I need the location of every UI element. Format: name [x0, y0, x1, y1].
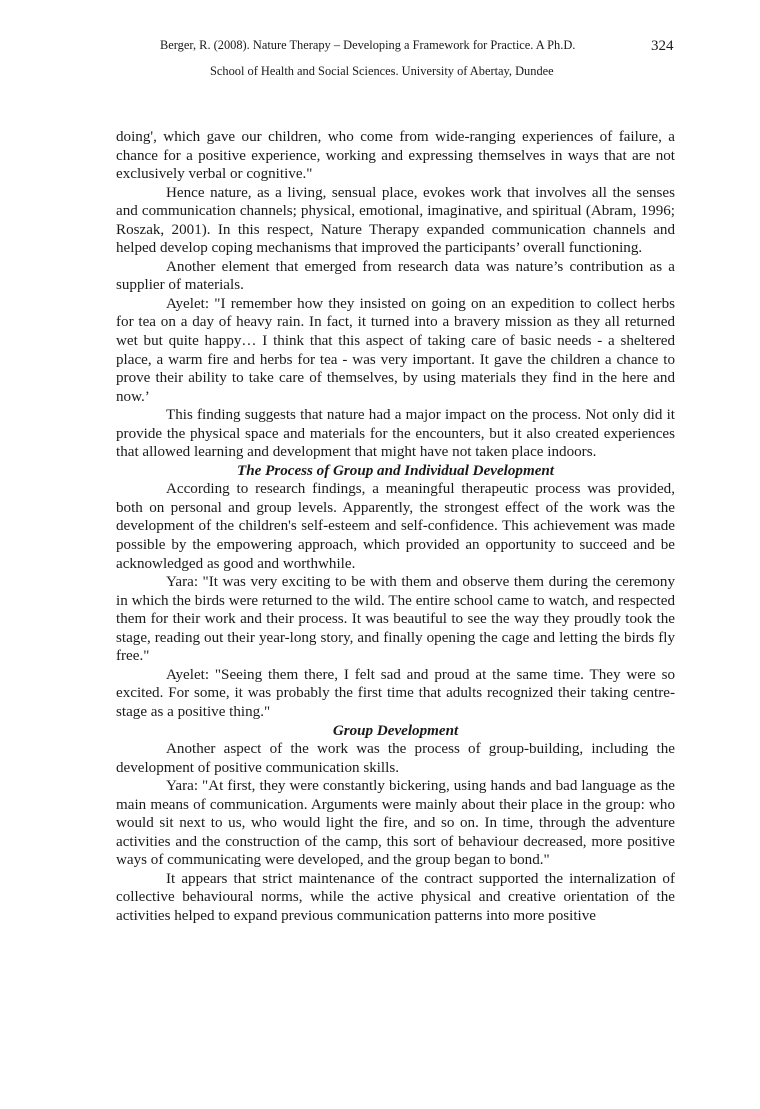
paragraph-2: Another element that emerged from research data was nature’s contribution as a supplier of materials. — [116, 258, 675, 294]
paragraph-11: Yara: "At first, they were constantly bickering, using hands and bad language as the main means of communication. Arguments were mainly about their place in the group: who would sit next to us, who would light the fire, and so on. In time, through the adventure activities and the construction of the camp, this sort of behaviour decreased, more positive ways of communicating were developed, and the group began to bond." — [116, 778, 675, 869]
running-header — [0, 36, 760, 80]
header-institution: School of Health and Social Sciences. University of Abertay, Dundee — [210, 64, 554, 78]
section-heading-group: Group Development — [332, 722, 459, 739]
paragraph-7: Yara: "It was very exciting to be with them and observe them during the ceremony in which the birds were returned to the wild. The entire school came to watch, and respected them for their work and their process. It was beautiful to see the way they proudly took the stage, reading out their year-long story, and finally opening the cage and letting the birds fly free." — [116, 574, 675, 665]
header-citation: Berger, R. (2008). Nature Therapy – Developing a Framework for Practice. A Ph.D. — [160, 38, 576, 52]
paragraph-8: Ayelet: "Seeing them there, I felt sad and proud at the same time. They were so excited. For some, it was probably the first time that adults recognized their taking centre-stage as a positive thing." — [116, 666, 675, 720]
paragraph-3: Ayelet: "I remember how they insisted on going on an expedition to collect herbs for tea on a day of heavy rain. In fact, it turned into a bravery mission as they all returned wet but quite happy… I think that this aspect of taking care of basic needs - a sheltered place, a warm fire and herbs for tea - was very important. It gave the children a chance to prove their ability to take care of themselves, by using materials they find in the here and now.’ — [116, 295, 675, 405]
paragraph-4: This finding suggests that nature had a major impact on the process. Not only did it provide the physical space and materials for the encounters, but it also created experiences that allowed learning and development that might have not taken place indoors. — [116, 407, 675, 461]
paragraph-12: It appears that strict maintenance of the contract supported the internalization of collective behavioural norms, while the active physical and creative orientation of the activities helped to expand previous communication patterns into more positive — [116, 870, 675, 924]
page-body — [116, 128, 675, 926]
paragraph-10: Another aspect of the work was the process of group-building, including the development of positive communication skills. — [116, 741, 675, 776]
paragraph-1: Hence nature, as a living, sensual place, evokes work that involves all the senses and communication channels; physical, emotional, imaginative, and spiritual (Abram, 1996; Roszak, 2001). In this respect, Nature Therapy expanded communication channels and helped develop coping mechanisms that improved the participants’ overall functioning. — [116, 184, 675, 257]
section-heading-process: The Process of Group and Individual Development — [237, 462, 554, 479]
page-number: 324 — [651, 38, 674, 54]
paragraph-0: doing', which gave our children, who come from wide-ranging experiences of failure, a chance for a positive experience, working and expressing themselves in ways that are not exclusively verbal or cognitive." — [116, 129, 675, 183]
paragraph-6: According to research findings, a meaningful therapeutic process was provided, both on personal and group levels. Apparently, the strongest effect of the work was the development of the children's self-esteem and self-confidence. This achievement was made possible by the empowering approach, which provided an opportunity to succeed and be acknowledged as good and worthwhile. — [116, 481, 675, 572]
